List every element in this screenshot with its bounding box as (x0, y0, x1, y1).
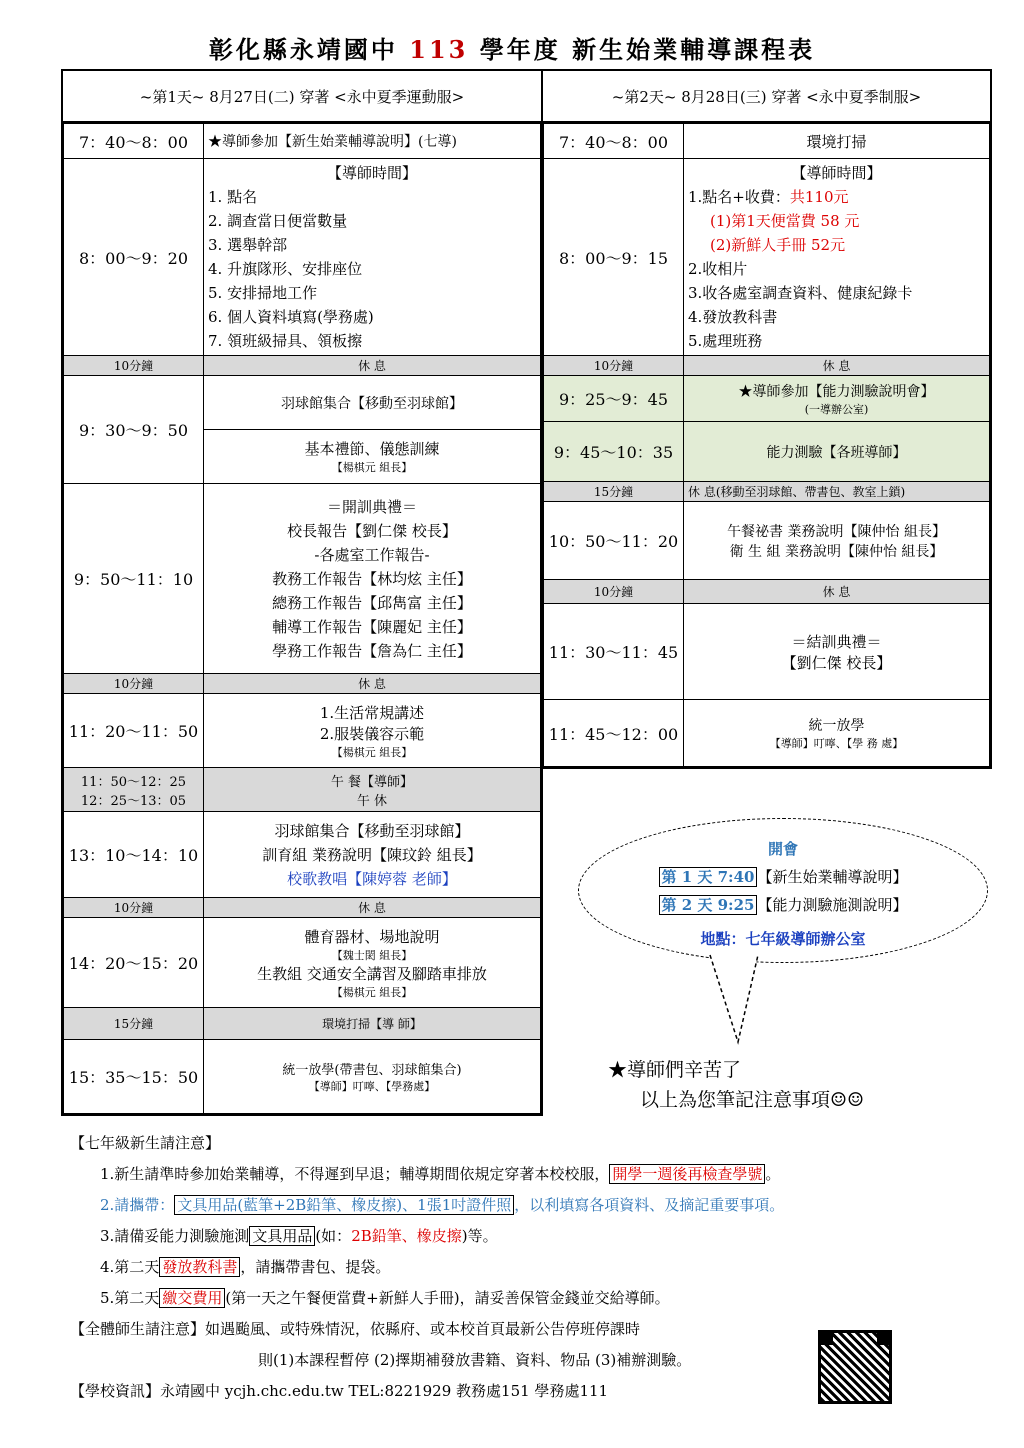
time-cell: 11：30～11：45 (544, 604, 684, 700)
activity-title: 羽球館集合【移動至羽球館】 (274, 821, 470, 840)
break-duration: 10分鐘 (64, 674, 204, 694)
time-cell: 9：30～9：50 (64, 376, 204, 484)
time-cell: 8：00～9：20 (64, 159, 204, 356)
list-item (688, 185, 985, 209)
day2-schedule (541, 121, 992, 769)
break-label: 休 息 (204, 674, 541, 694)
note-highlight: 開學一週後再檢查學號 (609, 1164, 765, 1184)
break-duration: 10分鐘 (544, 580, 684, 604)
bubble-tail (700, 950, 770, 1050)
time-cell: 11：45～12：00 (544, 700, 684, 767)
break-duration: 15分鐘 (544, 482, 684, 502)
break-duration: 10分鐘 (64, 356, 204, 376)
activity-title: 訓育組 業務說明【陳玟鈴 組長】 (262, 845, 482, 864)
activity-cell (204, 430, 541, 484)
activity-title: 1.生活常規講述 (319, 703, 425, 722)
fee-total: 共110元 (789, 188, 849, 206)
note-highlight: 繳交費用 (159, 1288, 225, 1308)
list-item: 4. 升旗隊形、安排座位 (208, 260, 363, 278)
note-highlight: 2B鉛筆、橡皮擦 (351, 1227, 462, 1245)
notes-heading: 【七年級新生請注意】 (70, 1134, 221, 1152)
note-text: ，以利填寫各項資料、及摘記重要事項。 (514, 1196, 785, 1214)
list-item: 6. 個人資料填寫(學務處) (208, 308, 374, 326)
break-label: 休 息(移動至羽球館、帶書包、教室上鎖) (684, 482, 990, 502)
homeroom-time (684, 159, 990, 356)
activity-cell: 環境打掃 (684, 124, 990, 159)
activity-location: (一導辦公室) (804, 402, 869, 416)
activity-title: 校歌教唱【陳婷蓉 老師】 (287, 869, 457, 888)
activity-title: 午 休 (356, 793, 388, 809)
activity-cell (684, 700, 990, 767)
opening-ceremony (204, 484, 541, 674)
fee-item: (1)第1天便當費 58 元 (710, 212, 860, 230)
day1-header: ~第1天~ 8月27日(二) 穿著 <永中夏季運動服> (61, 69, 543, 123)
fee-item: (2)新鮮人手冊 52元 (710, 236, 846, 254)
section-heading: 【導師時間】 (791, 164, 882, 182)
page-title (0, 30, 1024, 65)
activity-title: 生教組 交通安全講習及腳踏車排放 (257, 964, 487, 983)
meeting-info (578, 835, 988, 953)
list-item: 5. 安排掃地工作 (208, 284, 318, 302)
activity-title: 統一放學(帶書包、羽球館集合) (282, 1063, 462, 1078)
break-label: 休 息 (204, 356, 541, 376)
activity-title: 午 餐【導師】 (330, 774, 414, 790)
qr-code-icon (818, 1330, 892, 1404)
meeting-time: 第 2 天 9:25 (659, 895, 758, 915)
break-duration: 10分鐘 (544, 356, 684, 376)
lunch-cell (204, 768, 541, 812)
list-item: 7. 領班級掃具、領板擦 (208, 332, 363, 350)
fee-label: 1.點名+收費： (688, 188, 790, 206)
break-duration: 15分鐘 (64, 1008, 204, 1040)
list-item: 5.處理班務 (688, 332, 763, 350)
list-item: 3. 選舉幹部 (208, 236, 288, 254)
activity-cell: 羽球館集合【移動至羽球館】 (204, 376, 541, 430)
time-line: 11：50～12：25 (80, 774, 187, 790)
break-label: 休 息 (204, 898, 541, 918)
title-suffix: 學年度 新生始業輔導課程表 (468, 35, 816, 64)
school-info: 【學校資訊】永靖國中 ycjh.chc.edu.tw TEL:8221929 教務處151 學務處111 (70, 1382, 609, 1400)
homeroom-time (204, 159, 541, 356)
activity-staff: 【導師】叮嚀、【學 務 處】 (769, 737, 904, 750)
note-highlight: 文具用品(藍筆+2B鉛筆、橡皮擦)、1張1吋證件照 (174, 1195, 514, 1215)
all-notice-cont: 則(1)本課程暫停 (2)擇期補發放書籍、資料、物品 (3)補辦測驗。 (258, 1351, 692, 1369)
all-notice: 【全體師生請注意】如遇颱風、或特殊情況，依縣府、或本校首頁最新公告停班停課時 (70, 1320, 641, 1338)
list-item: 總務工作報告【邱雋富 主任】 (272, 593, 472, 612)
title-year: 113 (409, 35, 469, 64)
activity-title: ＝結訓典禮＝ (791, 632, 882, 651)
activity-cell (204, 812, 541, 898)
activity-title: 體育器材、場地說明 (304, 927, 440, 946)
meeting-day2 (578, 891, 988, 919)
note-1: 1.新生請準時參加始業輔導，不得遲到早退；輔導期間依規定穿著本校校服， 開學一週後再檢查學號 。 (100, 1165, 781, 1183)
note-text: (第一天之午餐便當費+新鮮人手冊)，請妥善保管金錢並交給導師。 (225, 1289, 670, 1307)
time-cell: 9：50～11：10 (64, 484, 204, 674)
time-cell: 9：45～10：35 (544, 422, 684, 482)
note-text: 4.第二天 (100, 1258, 160, 1276)
note-3 (70, 1221, 1000, 1252)
note-4 (70, 1252, 1000, 1283)
time-cell: 10：50～11：20 (544, 502, 684, 580)
activity-cell (684, 502, 990, 580)
list-item: 2.收相片 (688, 260, 748, 278)
activity-cell (204, 1040, 541, 1114)
break-duration: 10分鐘 (64, 898, 204, 918)
list-item: -各處室工作報告- (314, 545, 430, 564)
time-line: 12：25～13：05 (80, 793, 187, 809)
break-label: 休 息 (684, 356, 990, 376)
list-item: 輔導工作報告【陳麗妃 主任】 (272, 617, 472, 636)
meeting-title: 開會 (767, 840, 798, 858)
list-item: 校長報告【劉仁傑 校長】 (287, 521, 457, 540)
day1-schedule (61, 121, 543, 1116)
activity-title: ★導師參加【能力測驗說明會】 (738, 383, 935, 400)
list-item: 學務工作報告【詹為仁 主任】 (272, 641, 472, 660)
activity-title: 衛 生 組 業務說明【陳仲怡 組長】 (729, 543, 944, 560)
time-cell: 7：40～8：00 (64, 124, 204, 159)
list-item: ＝開訓典禮＝ (326, 497, 417, 516)
list-item: 教務工作報告【林均炫 主任】 (272, 569, 472, 588)
section-heading: 【導師時間】 (326, 164, 417, 182)
note-text: )等。 (461, 1227, 498, 1245)
activity-title: 基本禮節、儀態訓練 (304, 440, 440, 458)
time-cell: 9：25～9：45 (544, 376, 684, 422)
activity-title: 【劉仁傑 校長】 (781, 653, 892, 672)
note-text: (如： (315, 1227, 352, 1245)
activity-cell (204, 918, 541, 1008)
time-cell: 8：00～9：15 (544, 159, 684, 356)
break-label: 休 息 (684, 580, 990, 604)
thanks-note (608, 1055, 864, 1115)
day2-header: ~第2天~ 8月28日(三) 穿著 <永中夏季制服> (541, 69, 992, 123)
activity-cell: ★導師參加【新生始業輔導說明】(七導) (204, 124, 541, 159)
activity-cell (204, 694, 541, 768)
activity-cell (684, 376, 990, 422)
meeting-day1 (578, 863, 988, 891)
list-item: 2. 調查當日便當數量 (208, 212, 348, 230)
activity-staff: 【楊棋元 組長】 (331, 461, 413, 474)
note-text: 3.請備妥能力測驗施測 (100, 1227, 250, 1245)
closing-ceremony (684, 604, 990, 700)
time-cell: 14：20～15：20 (64, 918, 204, 1008)
meeting-location: 地點：七年級導師辦公室 (700, 930, 866, 948)
time-cell: 15：35～15：50 (64, 1040, 204, 1114)
list-item: 3.收各處室調查資料、健康紀錄卡 (688, 284, 913, 302)
meeting-topic: 【新生始業輔導說明】 (757, 868, 908, 886)
note-5 (70, 1283, 1000, 1314)
lunch-time (64, 768, 204, 812)
note-text: ，請攜帶書包、提袋。 (240, 1258, 391, 1276)
title-prefix: 彰化縣永靖國中 (208, 35, 410, 64)
note-highlight: 文具用品 (249, 1226, 315, 1246)
meeting-topic: 【能力測驗施測說明】 (757, 896, 908, 914)
activity-staff: 【導師】叮嚀、【學務處】 (308, 1080, 436, 1093)
list-item: 1. 點名 (208, 188, 258, 206)
activity-title: 統一放學 (808, 718, 865, 734)
list-item: 4.發放教科書 (688, 308, 778, 326)
time-cell: 13：10～14：10 (64, 812, 204, 898)
time-cell: 11：20～11：50 (64, 694, 204, 768)
time-cell: 7：40～8：00 (544, 124, 684, 159)
activity-cell: 能力測驗【各班導師】 (684, 422, 990, 482)
activity-title: 午餐祕書 業務說明【陳仲怡 組長】 (727, 523, 946, 540)
note-highlight: 發放教科書 (159, 1257, 240, 1277)
thanks-line: 以上為您筆記注意事項☺☺ (640, 1089, 865, 1111)
break-label: 環境打掃【導 師】 (204, 1008, 541, 1040)
activity-staff: 【楊棋元 組長】 (331, 985, 413, 999)
activity-title: 2.服裝儀容示範 (319, 724, 425, 743)
note-text: 5.第二天 (100, 1289, 160, 1307)
note-text: 1.新生請準時參加始業輔導，不得遲到早退；輔導期間依規定穿著本校校服， (100, 1165, 610, 1183)
note-2 (70, 1190, 1000, 1221)
activity-staff: 【楊棋元 組長】 (331, 745, 413, 759)
meeting-time: 第 1 天 7:40 (659, 867, 758, 887)
thanks-line: ★導師們辛苦了 (608, 1059, 742, 1081)
note-text: 2.請攜帶： (100, 1196, 175, 1214)
activity-staff: 【魏士閎 組長】 (331, 948, 413, 962)
